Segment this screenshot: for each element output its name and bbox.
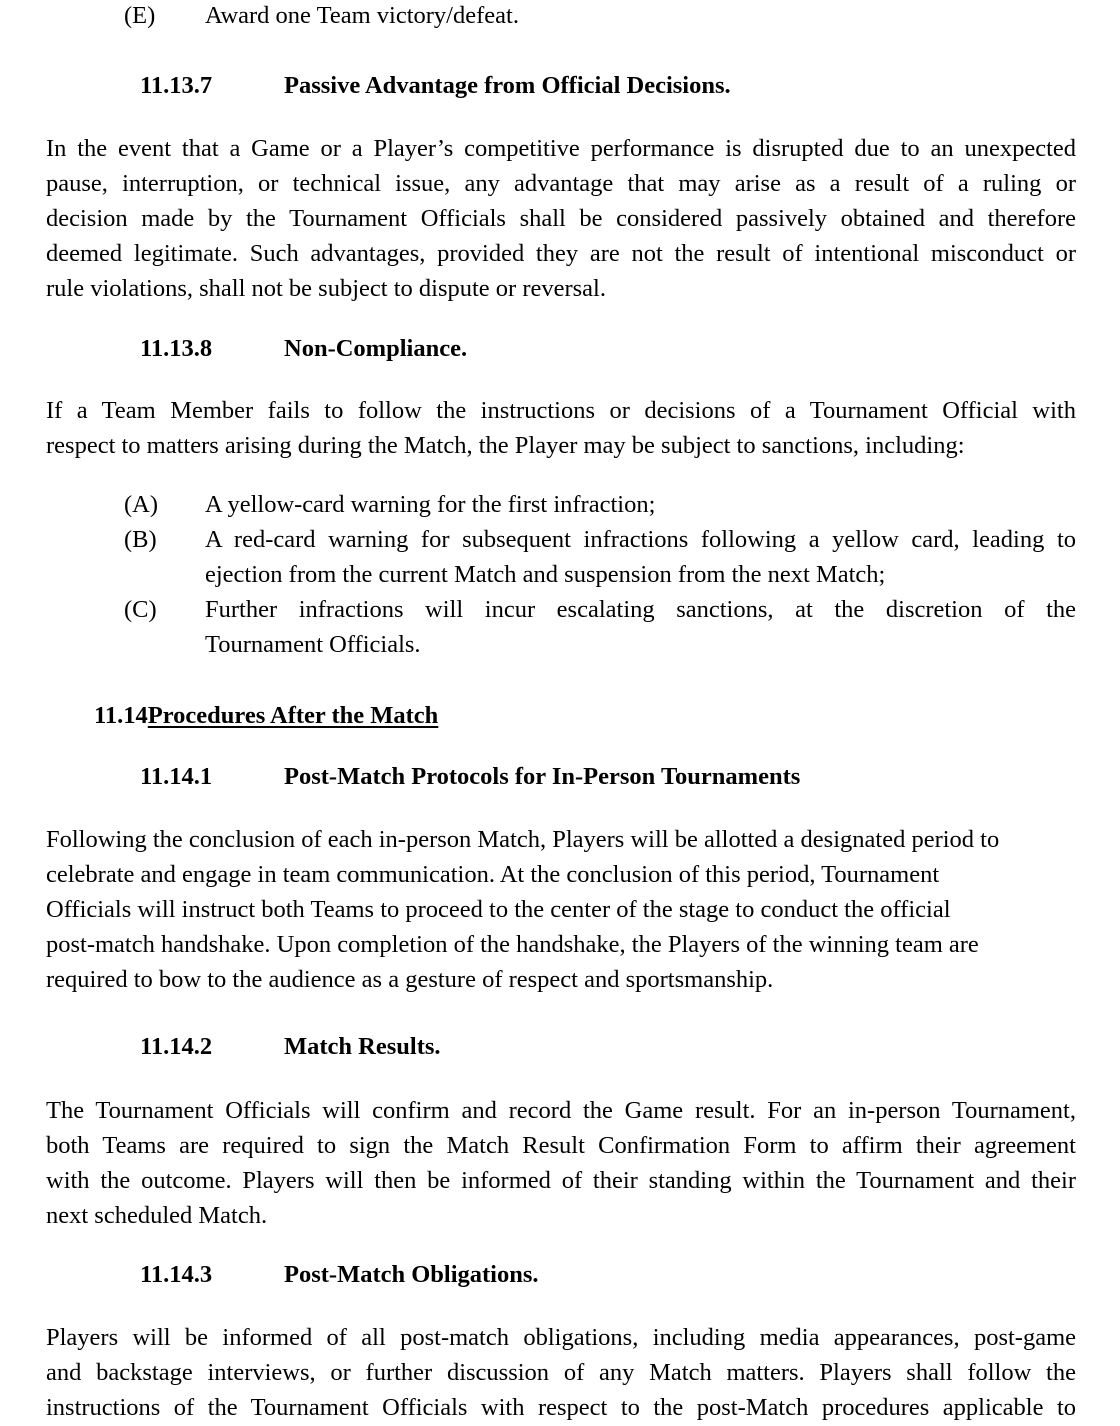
paragraph-line: with the outcome. Players will then be informed of their standing within the Tournament and their [46, 1167, 1076, 1194]
paragraph-line: pause, interruption, or technical issue, any advantage that may arise as a result of a ruling or [46, 170, 1076, 197]
list-text: Further infractions will incur escalating sanctions, at the discretion of the [205, 596, 1076, 623]
paragraph-line: Following the conclusion of each in-person Match, Players will be allotted a designated period to [46, 826, 1000, 853]
paragraph-line: If a Team Member fails to follow the instructions or decisions of a Tournament Official with [46, 397, 1076, 424]
section-number: 11.13.7 [140, 72, 213, 99]
list-text: Tournament Officials. [205, 631, 421, 658]
section-number: 11.14.3 [140, 1261, 213, 1288]
paragraph-line: required to bow to the audience as a gesture of respect and sportsmanship. [46, 966, 774, 993]
section-number: 11.14.2 [140, 1033, 213, 1060]
section-number: 11.13.8 [140, 335, 213, 362]
section-title: Passive Advantage from Official Decisions. [284, 72, 731, 99]
list-text: Award one Team victory/defeat. [205, 2, 519, 29]
list-label: (E) [124, 2, 156, 29]
paragraph-line: respect to matters arising during the Match, the Player may be subject to sanctions, including: [46, 432, 965, 459]
paragraph-line: deemed legitimate. Such advantages, provided they are not the result of intentional misconduct or [46, 240, 1076, 267]
paragraph-line: post-match handshake. Upon completion of the handshake, the Players of the winning team are [46, 931, 979, 958]
section-title: Post-Match Protocols for In-Person Tournaments [284, 763, 801, 790]
list-text: A yellow-card warning for the first infraction; [205, 491, 656, 518]
section-title: Post-Match Obligations. [284, 1261, 539, 1288]
section-number: 11.14 [94, 702, 148, 729]
paragraph-line: both Teams are required to sign the Match Result Confirmation Form to affirm their agreement [46, 1132, 1076, 1159]
paragraph-line: and backstage interviews, or further discussion of any Match matters. Players shall follow the [46, 1359, 1076, 1386]
list-text: ejection from the current Match and suspension from the next Match; [205, 561, 886, 588]
paragraph-line: instructions of the Tournament Officials with respect to the post-Match procedures applicable to [46, 1394, 1076, 1421]
paragraph-line: In the event that a Game or a Player’s competitive performance is disrupted due to an unexpected [46, 135, 1076, 162]
paragraph-line: The Tournament Officials will confirm and record the Game result. For an in-person Tournament, [46, 1097, 1076, 1124]
list-label: (C) [124, 596, 157, 623]
section-title: Match Results. [284, 1033, 441, 1060]
paragraph-line: rule violations, shall not be subject to dispute or reversal. [46, 275, 606, 302]
paragraph-line: decision made by the Tournament Officials shall be considered passively obtained and therefore [46, 205, 1076, 232]
section-title: Non-Compliance. [284, 335, 468, 362]
list-label: (A) [124, 491, 159, 518]
section-number: 11.14.1 [140, 763, 213, 790]
list-label: (B) [124, 526, 157, 553]
paragraph-line: Officials will instruct both Teams to proceed to the center of the stage to conduct the official [46, 896, 951, 923]
section-title: Procedures After the Match [147, 702, 439, 729]
paragraph-line: Players will be informed of all post-match obligations, including media appearances, post-game [46, 1324, 1076, 1351]
list-text: A red-card warning for subsequent infractions following a yellow card, leading to [205, 526, 1076, 553]
paragraph-line: next scheduled Match. [46, 1202, 268, 1229]
paragraph-line: celebrate and engage in team communication. At the conclusion of this period, Tournament [46, 861, 940, 888]
section-heading-11-14 [94, 702, 438, 730]
